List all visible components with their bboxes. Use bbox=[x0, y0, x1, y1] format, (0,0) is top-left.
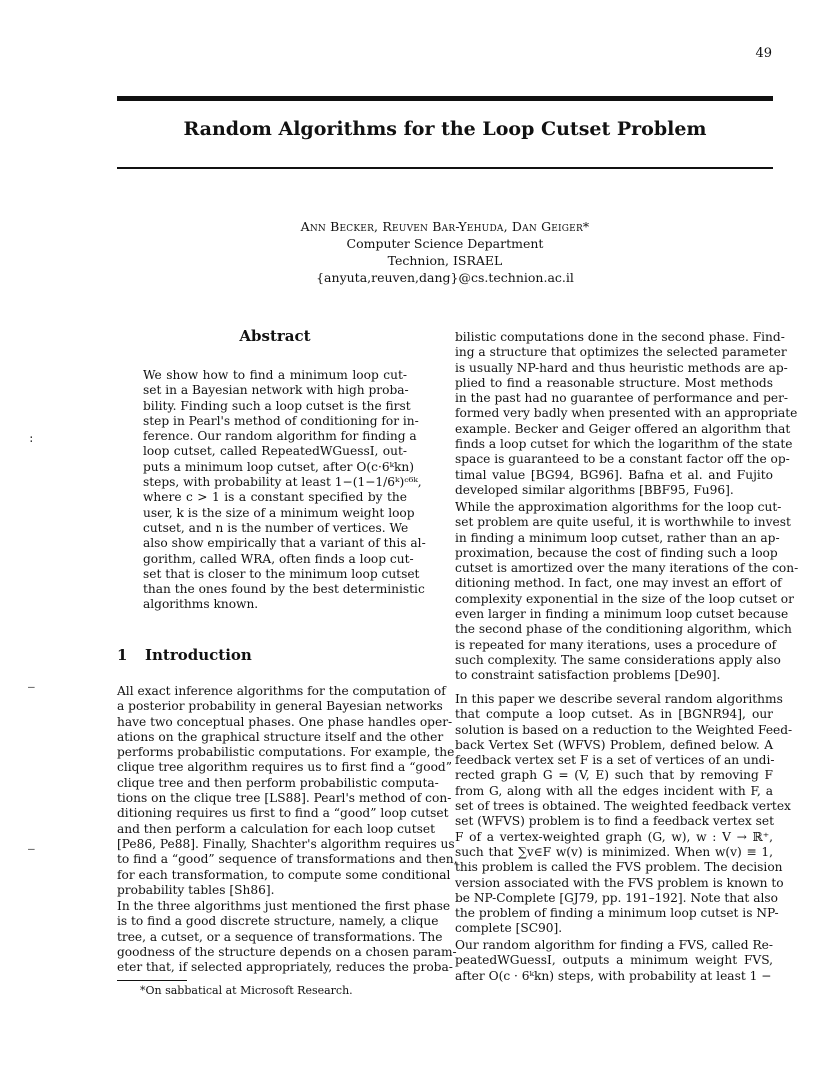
text-line: goodness of the structure depends on a chosen param- bbox=[117, 944, 457, 959]
text-line: such complexity. The same considerations apply also bbox=[455, 652, 781, 667]
text-line: set in a Bayesian network with high proba- bbox=[143, 383, 409, 398]
text-line: also show empirically that a variant of this al- bbox=[143, 536, 426, 551]
text-line: set of trees is obtained. The weighted feedback vertex bbox=[455, 799, 791, 814]
margin-mark: — bbox=[28, 680, 35, 693]
text-line: back Vertex Set (WFVS) Problem, defined below. A bbox=[455, 737, 773, 752]
text-line: a posterior probability in general Bayesian networks bbox=[117, 699, 443, 714]
text-line: All exact inference algorithms for the computation of bbox=[117, 684, 446, 698]
text-line: In the three algorithms just mentioned the first phase bbox=[117, 899, 451, 913]
text-line: step in Pearl's method of conditioning for in- bbox=[143, 413, 419, 428]
text-line: that compute a loop cutset. As in [BGNR94], our bbox=[455, 707, 773, 722]
author-emails: {anyuta,reuven,dang}@cs.technion.ac.il bbox=[316, 270, 574, 285]
text-line: where c > 1 is a constant specified by the bbox=[143, 490, 407, 505]
text-line: complete [SC90]. bbox=[455, 921, 563, 936]
text-line: loop cutset, called RepeatedWGuessI, out- bbox=[143, 444, 407, 459]
intro-paragraph bbox=[117, 899, 457, 975]
text-line: complexity exponential in the size of the loop cutset or bbox=[455, 591, 794, 606]
text-line: timal value [BG94, BG96]. Bafna et al. and Fujito bbox=[455, 467, 773, 482]
text-line: In this paper we describe several random algorithms bbox=[455, 692, 783, 706]
text-line: to constraint satisfaction problems [De90]. bbox=[455, 668, 721, 683]
text-line: rected graph G = (V, E) such that by removing F bbox=[455, 768, 773, 783]
text-line: [Pe86, Pe88]. Finally, Shachter's algorithm requires us bbox=[117, 836, 455, 851]
text-line: for each transformation, to compute some conditional bbox=[117, 867, 451, 882]
text-line: performs probabilistic computations. For example, the bbox=[117, 745, 455, 760]
text-line: is repeated for many iterations, uses a procedure of bbox=[455, 637, 777, 652]
text-line: have two conceptual phases. One phase handles oper- bbox=[117, 714, 453, 729]
text-line: tree, a cutset, or a sequence of transformations. The bbox=[117, 929, 443, 944]
title-rule-bottom bbox=[117, 167, 773, 169]
text-line: ing a structure that optimizes the selected parameter bbox=[455, 345, 787, 360]
text-line: this problem is called the FVS problem. The decision bbox=[455, 860, 783, 875]
text-line: probability tables [Sh86]. bbox=[117, 882, 275, 897]
text-line: ditioning requires us first to find a “good” loop cutset bbox=[117, 806, 449, 821]
text-line: and then perform a calculation for each loop cutset bbox=[117, 821, 436, 836]
text-line: in finding a minimum loop cutset, rather than an ap- bbox=[455, 530, 780, 545]
text-line: eter that, if selected appropriately, reduces the proba- bbox=[117, 960, 453, 975]
text-line: set that is closer to the minimum loop cutset bbox=[143, 566, 420, 581]
paper-title: Random Algorithms for the Loop Cutset Problem bbox=[183, 118, 707, 140]
text-line: clique tree and then perform probabilistic computa- bbox=[117, 775, 439, 790]
text-line: formed very badly when presented with an appropriate bbox=[455, 406, 798, 421]
text-line: plied to find a reasonable structure. Most methods bbox=[455, 375, 773, 390]
author-block bbox=[190, 218, 700, 286]
text-line: be NP-Complete [GJ79, pp. 191–192]. Note that also bbox=[455, 890, 778, 905]
margin-mark: — bbox=[28, 842, 35, 855]
text-line: space is guaranteed to be a constant factor off the op- bbox=[455, 452, 790, 467]
text-line: clique tree algorithm requires us to first find a “good” bbox=[117, 760, 452, 775]
author-names: Ann Becker, Reuven Bar-Yehuda, Dan Geiger* bbox=[300, 219, 590, 234]
text-line: cutset, and n is the number of vertices. We bbox=[143, 520, 409, 535]
text-line: gorithm, called WRA, often finds a loop cut- bbox=[143, 551, 414, 566]
section-number: 1 bbox=[117, 646, 128, 664]
text-line: than the ones found by the best deterministic bbox=[143, 582, 425, 597]
text-line: solution is based on a reduction to the Weighted Feed- bbox=[455, 722, 793, 737]
page-number: 49 bbox=[755, 46, 772, 61]
text-line: While the approximation algorithms for the loop cut- bbox=[455, 500, 782, 514]
body-paragraph bbox=[455, 330, 798, 498]
text-line: ference. Our random algorithm for finding a bbox=[143, 429, 417, 444]
text-line: finds a loop cutset for which the logarithm of the state bbox=[455, 437, 793, 452]
section-title: Introduction bbox=[145, 646, 252, 664]
text-line: We show how to find a minimum loop cut- bbox=[143, 368, 407, 382]
text-line: the problem of finding a minimum loop cutset is NP- bbox=[455, 906, 779, 921]
body-paragraph bbox=[455, 938, 773, 984]
body-paragraph bbox=[455, 692, 793, 937]
text-line: such that ∑v∈F w(v) is minimized. When w(v) ≡ 1, bbox=[455, 844, 773, 859]
text-line: set (WFVS) problem is to find a feedback vertex set bbox=[455, 814, 775, 829]
text-line: cutset is amortized over the many iterations of the con- bbox=[455, 561, 799, 576]
text-line: feedback vertex set F is a set of vertices of an undi- bbox=[455, 753, 775, 768]
text-line: peatedWGuessI, outputs a minimum weight FVS, bbox=[455, 953, 773, 968]
text-line: version associated with the FVS problem is known to bbox=[455, 875, 784, 890]
text-line: developed similar algorithms [BBF95, Fu96]. bbox=[455, 482, 734, 497]
section-heading bbox=[117, 646, 433, 664]
body-paragraph bbox=[455, 500, 799, 684]
intro-paragraph bbox=[117, 684, 458, 898]
footnote-rule bbox=[117, 980, 187, 981]
text-line: tions on the clique tree [LS88]. Pearl's method of con- bbox=[117, 791, 452, 806]
text-line: the second phase of the conditioning algorithm, which bbox=[455, 622, 792, 637]
text-line: bility. Finding such a loop cutset is the first bbox=[143, 398, 411, 413]
abstract-heading: Abstract bbox=[239, 327, 311, 345]
text-line: from G, along with all the edges incident with F, a bbox=[455, 783, 773, 798]
text-line: in the past had no guarantee of performance and per- bbox=[455, 391, 789, 406]
title-rule-top bbox=[117, 96, 773, 101]
text-line: algorithms known. bbox=[143, 597, 259, 612]
text-line: puts a minimum loop cutset, after O(c·6ᵏkn) bbox=[143, 459, 415, 474]
text-line: F of a vertex-weighted graph (G, w), w : V → ℝ⁺, bbox=[455, 829, 773, 844]
text-line: is to find a good discrete structure, namely, a clique bbox=[117, 914, 439, 929]
text-line: user, k is the size of a minimum weight loop bbox=[143, 505, 415, 520]
text-line: bilistic computations done in the second phase. Find- bbox=[455, 330, 785, 344]
text-line: is usually NP-hard and thus heuristic methods are ap- bbox=[455, 360, 788, 375]
text-line: even larger in finding a minimum loop cutset because bbox=[455, 607, 789, 622]
text-line: example. Becker and Geiger offered an algorithm that bbox=[455, 421, 791, 436]
text-line: ations on the graphical structure itself and the other bbox=[117, 729, 444, 744]
author-institution: Technion, ISRAEL bbox=[387, 253, 503, 268]
text-line: after O(c · 6ᵏkn) steps, with probability at least 1 − bbox=[455, 968, 772, 983]
margin-mark: : bbox=[28, 432, 35, 445]
text-line: to find a “good” sequence of transformations and then, bbox=[117, 852, 458, 867]
text-line: ditioning method. In fact, one may invest an effort of bbox=[455, 576, 782, 591]
text-line: set problem are quite useful, it is worthwhile to invest bbox=[455, 515, 791, 530]
footnote: *On sabbatical at Microsoft Research. bbox=[140, 984, 353, 997]
text-line: Our random algorithm for finding a FVS, called Re- bbox=[455, 938, 773, 952]
author-department: Computer Science Department bbox=[346, 236, 544, 251]
text-line: proximation, because the cost of finding such a loop bbox=[455, 545, 778, 560]
abstract-body bbox=[143, 368, 426, 613]
text-line: steps, with probability at least 1−(1−1/6ᵏ)ᶜ⁶ᵏ, bbox=[143, 475, 422, 490]
